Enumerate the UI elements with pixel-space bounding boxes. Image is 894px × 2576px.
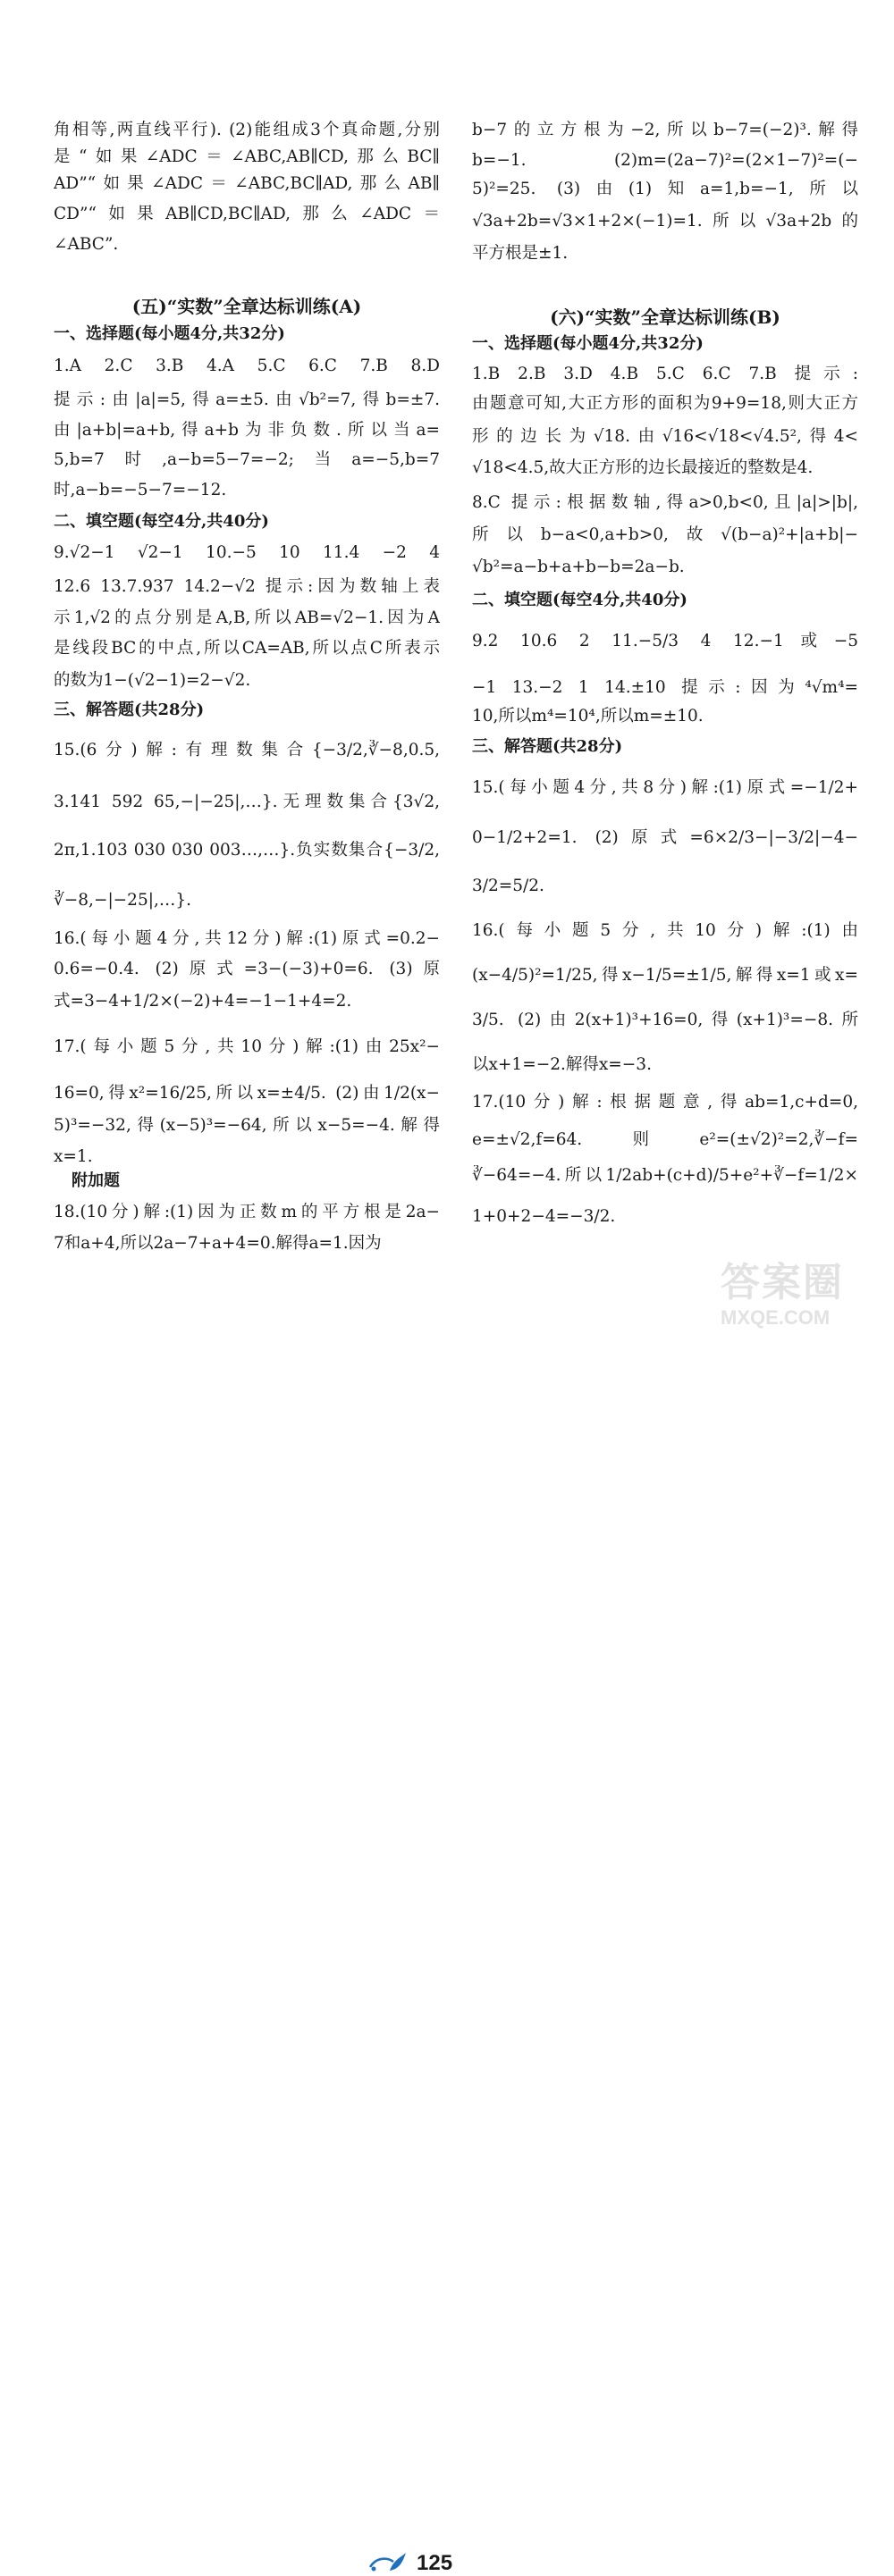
answer-text-line: 7和a+4,所以2a−7+a+4=0.解得a=1.因为 <box>54 1234 382 1253</box>
section-title: (六)“实数”全章达标训练(B) <box>550 306 780 328</box>
answer-text-line: b−7的立方根为−2,所以b−7=(−2)³.解得 <box>472 121 858 139</box>
answer-text-line: 时,a−b=−5−7=−12. <box>54 481 227 499</box>
watermark-url: MXQE.COM <box>721 1306 831 1329</box>
answer-text-line: 15.(6分)解:有理数集合{−3/2,∛−8,0.5, <box>54 741 440 759</box>
answer-text-line: 5)²=25. (3)由(1)知a=1,b=−1,所以 <box>472 180 858 198</box>
answer-text-line: 9.√2−1 √2−1 10.−5 10 11.4 −2 4 <box>54 543 440 562</box>
answer-text-line: 是“如果∠ADC＝∠ABC,AB∥CD,那么BC∥ <box>54 147 440 166</box>
answer-text-line: 由|a+b|=a+b,得a+b为非负数.所以当a= <box>54 421 440 440</box>
answer-text-line: 5)³=−32,得(x−5)³=−64,所以x−5=−4.解得 <box>54 1116 440 1135</box>
subsection-title: 一、选择题(每小题4分,共32分) <box>54 324 285 343</box>
answer-text-line: ∛−8,−|−25|,…}. <box>54 891 191 910</box>
answer-text-line: e=±√2,f=64.则e²=(±√2)²=2,∛−f= <box>472 1130 858 1149</box>
answer-text-line: 17.(10分)解:根据题意,得ab=1,c+d=0, <box>472 1093 858 1112</box>
subsection-title: 二、填空题(每空4分,共40分) <box>472 591 687 609</box>
answer-text-line: √3a+2b=√3×1+2×(−1)=1.所以√3a+2b的 <box>472 212 858 231</box>
answer-text-line: 0−1/2+2=1. (2)原式=6×2/3−|−3/2|−4− <box>472 828 858 847</box>
answer-text-line: CD”“如果AB∥CD,BC∥AD,那么∠ADC＝ <box>54 205 440 223</box>
answer-text-line: 9.2 10.6 2 11.−5/3 4 12.−1或−5 <box>472 632 858 650</box>
subsection-title: 二、填空题(每空4分,共40分) <box>54 512 269 531</box>
answer-text-line: ∛−64=−4.所以1/2ab+(c+d)/5+e²+∛−f=1/2× <box>472 1166 858 1185</box>
answer-text-line: −1 13.−2 1 14.±10 提示:因为⁴√m⁴= <box>472 678 858 697</box>
page-number: 125 <box>417 2551 453 2575</box>
answer-text-line: 1.A 2.C 3.B 4.A 5.C 6.C 7.B 8.D <box>54 357 440 375</box>
answer-text-line: 1.B 2.B 3.D 4.B 5.C 6.C 7.B 提示: <box>472 365 858 383</box>
answer-text-line: 2π,1.103 030 030 003…,…}.负实数集合{−3/2, <box>54 841 440 860</box>
answer-text-line: 所以b−a<0,a+b>0,故√(b−a)²+|a+b|− <box>472 525 858 544</box>
answer-text-line: 平方根是±1. <box>472 244 569 263</box>
answer-text-line: ∠ABC”. <box>54 235 119 254</box>
answer-text-line: 示1,√2的点分别是A,B,所以AB=√2−1.因为A <box>54 608 440 627</box>
subsection-title: 三、解答题(共28分) <box>54 701 205 719</box>
answer-text-line: 16.(每小题5分,共10分)解:(1)由 <box>472 921 858 940</box>
answer-text-line: 3.141 592 65,−|−25|,…}.无理数集合{3√2, <box>54 793 440 811</box>
subsection-title: 三、解答题(共28分) <box>472 737 623 756</box>
answer-text-line: 16=0,得x²=16/25,所以x=±4/5. (2)由1/2(x− <box>54 1084 440 1103</box>
answer-text-line: b=−1. (2)m=(2a−7)²=(2×1−7)²=(− <box>472 151 858 170</box>
answer-text-line: 8.C 提示:根据数轴,得a>0,b<0,且|a|>|b|, <box>472 493 858 512</box>
answer-text-line: 12.6 13.7.937 14.2−√2 提示:因为数轴上表 <box>54 577 440 596</box>
answer-text-line: √18<4.5,故大正方形的边长最接近的整数是4. <box>472 458 814 477</box>
answer-text-line: √b²=a−b+a+b−b=2a−b. <box>472 558 685 576</box>
answer-text-line: 0.6=−0.4. (2)原式=3−(−3)+0=6. (3)原 <box>54 960 440 978</box>
answer-text-line: x=1. <box>54 1147 93 1166</box>
answer-text-line: 以x+1=−2.解得x=−3. <box>472 1055 652 1074</box>
answer-text-line: 是线段BC的中点,所以CA=AB,所以点C所表示 <box>54 639 440 658</box>
answer-text-line: 由题意可知,大正方形的面积为9+9=18,则大正方 <box>472 394 858 413</box>
answer-text-line: 3/5. (2)由2(x+1)³+16=0,得(x+1)³=−8.所 <box>472 1011 858 1029</box>
subsection-title: 附加题 <box>72 1171 120 1190</box>
watermark <box>721 1260 881 1333</box>
answer-text-line: 的数为1−(√2−1)=2−√2. <box>54 671 251 690</box>
answer-text-line: 15.(每小题4分,共8分)解:(1)原式=−1/2+ <box>472 778 858 797</box>
answer-text-line: 形的边长为√18.由√16<√18<√4.5²,得4< <box>472 427 858 446</box>
answer-text-line: 3/2=5/2. <box>472 877 544 895</box>
section-title: (五)“实数”全章达标训练(A) <box>131 296 362 317</box>
answer-text-line: 角相等,两直线平行). (2)能组成3个真命题,分别 <box>54 121 440 139</box>
watermark-logo-text: 答案圈 <box>721 1260 844 1305</box>
answer-text-line: 17.(每小题5分,共10分)解:(1)由25x²− <box>54 1037 440 1056</box>
answer-text-line: 式=3−4+1/2×(−2)+4=−1−1+4=2. <box>54 992 352 1011</box>
subsection-title: 一、选择题(每小题4分,共32分) <box>472 334 704 353</box>
answer-text-line: 18.(10分)解:(1)因为正数m的平方根是2a− <box>54 1203 440 1221</box>
answer-text-line: 提示:由|a|=5,得a=±5.由√b²=7,得b=±7. <box>54 390 440 409</box>
leaf-ornament-icon <box>367 2551 408 2574</box>
answer-text-line: AD”“如果∠ADC＝∠ABC,BC∥AD,那么AB∥ <box>54 174 440 193</box>
answer-text-line: 1+0+2−4=−3/2. <box>472 1207 616 1226</box>
answer-text-line: (x−4/5)²=1/25,得x−1/5=±1/5,解得x=1或x= <box>472 966 858 985</box>
answer-text-line: 16.(每小题4分,共12分)解:(1)原式=0.2− <box>54 929 440 948</box>
answer-text-line: 10,所以m⁴=10⁴,所以m=±10. <box>472 707 704 726</box>
answer-text-line: 5,b=7时,a−b=5−7=−2;当a=−5,b=7 <box>54 450 440 469</box>
